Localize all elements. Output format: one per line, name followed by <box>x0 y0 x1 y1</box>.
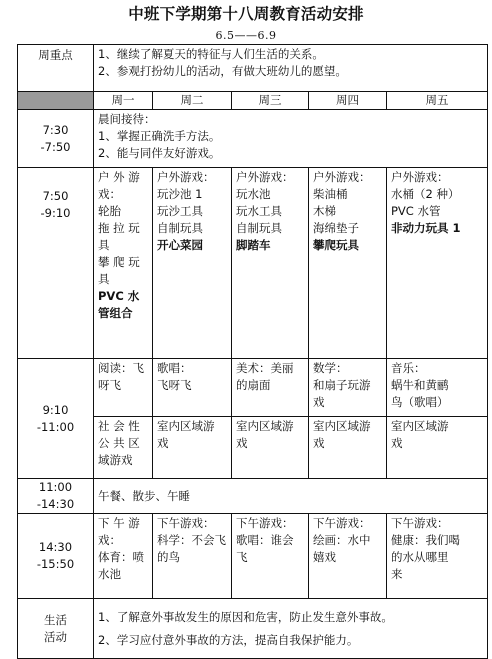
area-game-thu <box>309 417 387 479</box>
morning-line: 晨间接待： <box>98 112 156 126</box>
cell-line-bold: PVC 水 <box>98 289 140 303</box>
cell-line: 嬉戏 <box>313 550 336 564</box>
day-header-thu: 周四 <box>309 92 387 110</box>
cell-line: 戏 <box>313 395 325 409</box>
cell-line: 玩沙工具 <box>157 204 203 218</box>
cell-line: 美术：美丽 <box>236 361 294 375</box>
morning-reception-row <box>18 110 488 168</box>
day-header-row <box>18 92 488 110</box>
activity-tue <box>153 359 232 417</box>
page-title: 中班下学期第十八周教育活动安排 <box>128 5 364 23</box>
time-start: 11:00 <box>38 480 73 494</box>
focus-row <box>18 45 488 92</box>
time-slot-noon <box>18 479 94 514</box>
time-end: -9:10 <box>40 206 71 220</box>
outdoor-mon <box>94 168 153 359</box>
cell-line: 自制玩具 <box>236 221 282 235</box>
cell-line: 和扇子玩游 <box>313 378 371 392</box>
activity-row-1 <box>18 359 488 417</box>
cell-line: 的水从哪里 <box>391 550 449 564</box>
time-slot-outdoor <box>18 168 94 359</box>
life-label-line: 生活 <box>44 612 67 627</box>
cell-line: 飞呀飞 <box>157 378 192 392</box>
cell-line: 的扇面 <box>236 378 271 392</box>
time-slot-morning <box>18 110 94 168</box>
cell-line: 阅读：飞 <box>98 361 144 375</box>
cell-line: 下 午 游 <box>98 516 140 530</box>
cell-line: 域游戏 <box>98 453 133 467</box>
cell-line: 飞 <box>236 550 248 564</box>
activity-thu <box>309 359 387 417</box>
cell-line: 玩水池 <box>236 187 271 201</box>
cell-line: 攀 爬 玩 <box>98 255 140 269</box>
focus-line: 1、继续了解夏天的特征与人们生活的关系。 <box>98 47 324 61</box>
noon-row <box>18 479 488 514</box>
life-label <box>18 599 94 659</box>
cell-line: 水池 <box>98 567 121 581</box>
time-start: 7:30 <box>42 122 69 137</box>
life-line: 1、了解意外事故发生的原因和危害，防止发生意外事故。 <box>98 609 393 624</box>
afternoon-row <box>18 514 488 599</box>
time-start: 14:30 <box>38 540 73 554</box>
cell-line: 的鸟 <box>157 550 180 564</box>
cell-line: 自制玩具 <box>157 221 203 235</box>
cell-line: 木梯 <box>313 204 336 218</box>
time-slot-activity <box>18 359 94 479</box>
cell-line: 下午游戏： <box>157 516 215 530</box>
outdoor-wed <box>232 168 309 359</box>
cell-line: 音乐： <box>391 361 426 375</box>
morning-line: 2、能与同伴友好游戏。 <box>98 146 221 160</box>
cell-line: 具 <box>98 272 110 286</box>
life-label-line: 活动 <box>44 629 67 644</box>
cell-line: 室内区域游 <box>157 419 215 433</box>
date-range: 6.5——6.9 <box>215 29 277 42</box>
cell-line: 鸟（歌唱） <box>391 395 449 409</box>
cell-line: 绘画：水中 <box>313 533 371 547</box>
life-content <box>94 599 488 659</box>
time-slot-afternoon <box>18 514 94 599</box>
cell-line: 健康：我们喝 <box>391 533 460 547</box>
cell-line: 户外游戏： <box>157 170 215 184</box>
cell-line: 室内区域游 <box>236 419 294 433</box>
cell-line: 拖 拉 玩 <box>98 221 140 235</box>
afternoon-mon <box>94 514 153 599</box>
cell-line: 蜗牛和黄鹂 <box>391 378 449 392</box>
cell-line: 呀飞 <box>98 378 121 392</box>
focus-content <box>94 45 488 92</box>
cell-line: 歌唱：谁会 <box>236 533 294 547</box>
time-end: -11:00 <box>36 419 75 434</box>
cell-line: 来 <box>391 567 403 581</box>
morning-line: 1、掌握正确洗手方法。 <box>98 129 221 143</box>
cell-line: PVC 水管 <box>391 204 441 218</box>
cell-line-bold: 非动力玩具 1 <box>391 221 461 235</box>
cell-line: 戏 <box>157 436 169 450</box>
afternoon-thu <box>309 514 387 599</box>
cell-line: 玩沙池 1 <box>157 187 203 201</box>
time-start: 7:50 <box>42 189 69 203</box>
cell-line: 户外游戏： <box>313 170 371 184</box>
day-header-fri: 周五 <box>387 92 488 110</box>
area-game-wed <box>232 417 309 479</box>
afternoon-fri <box>387 514 488 599</box>
cell-line: 户 外 游 <box>98 170 140 184</box>
outdoor-games-row <box>18 168 488 359</box>
noon-content: 午餐、散步、午睡 <box>94 479 488 514</box>
cell-line: 轮胎 <box>98 204 121 218</box>
cell-line: 戏 <box>313 436 325 450</box>
time-start: 9:10 <box>42 402 69 417</box>
cell-line: 科学：不会飞 <box>157 533 226 547</box>
cell-line: 水桶（2 种） <box>391 187 460 201</box>
schedule-table <box>17 44 488 659</box>
afternoon-wed <box>232 514 309 599</box>
life-line: 2、学习应付意外事故的方法，提高自我保护能力。 <box>98 632 359 647</box>
focus-line: 2、参观打扮幼儿的活动，有做大班幼儿的愿望。 <box>98 64 347 78</box>
cell-line: 下午游戏： <box>236 516 294 530</box>
cell-line: 戏： <box>98 187 121 201</box>
cell-line: 数学： <box>313 361 348 375</box>
time-end: -14:30 <box>36 497 75 511</box>
focus-label: 周重点 <box>18 45 94 92</box>
cell-line-bold: 开心菜园 <box>157 238 203 252</box>
cell-line: 下午游戏： <box>391 516 449 530</box>
cell-line: 社 会 性 <box>98 419 140 433</box>
afternoon-tue <box>153 514 232 599</box>
cell-line: 户外游戏： <box>236 170 294 184</box>
cell-line: 下午游戏： <box>313 516 371 530</box>
cell-line: 戏： <box>98 533 121 547</box>
cell-line-bold: 攀爬玩具 <box>313 238 359 252</box>
cell-line-bold: 脚踏车 <box>236 238 271 252</box>
cell-line: 歌唱： <box>157 361 192 375</box>
morning-content <box>94 110 488 168</box>
cell-line: 公 共 区 <box>98 436 140 450</box>
header-blank <box>18 92 94 110</box>
outdoor-fri <box>387 168 488 359</box>
time-end: -15:50 <box>36 557 75 571</box>
life-activity-row <box>18 599 488 659</box>
cell-line: 室内区域游 <box>391 419 449 433</box>
cell-line: 具 <box>98 238 110 252</box>
cell-line: 室内区域游 <box>313 419 371 433</box>
time-end: -7:50 <box>40 139 71 154</box>
day-header-tue: 周二 <box>153 92 232 110</box>
area-game-tue <box>153 417 232 479</box>
outdoor-thu <box>309 168 387 359</box>
cell-line-bold: 管组合 <box>98 306 133 320</box>
cell-line: 户外游戏： <box>391 170 449 184</box>
cell-line: 戏 <box>391 436 403 450</box>
day-header-mon: 周一 <box>94 92 153 110</box>
cell-line: 柴油桶 <box>313 187 348 201</box>
cell-line: 戏 <box>236 436 248 450</box>
area-game-mon <box>94 417 153 479</box>
activity-wed <box>232 359 309 417</box>
cell-line: 海绵垫子 <box>313 221 359 235</box>
cell-line: 玩水工具 <box>236 204 282 218</box>
day-header-wed: 周三 <box>232 92 309 110</box>
area-game-fri <box>387 417 488 479</box>
cell-line: 体育：喷 <box>98 550 144 564</box>
activity-fri <box>387 359 488 417</box>
activity-mon <box>94 359 153 417</box>
outdoor-tue <box>153 168 232 359</box>
